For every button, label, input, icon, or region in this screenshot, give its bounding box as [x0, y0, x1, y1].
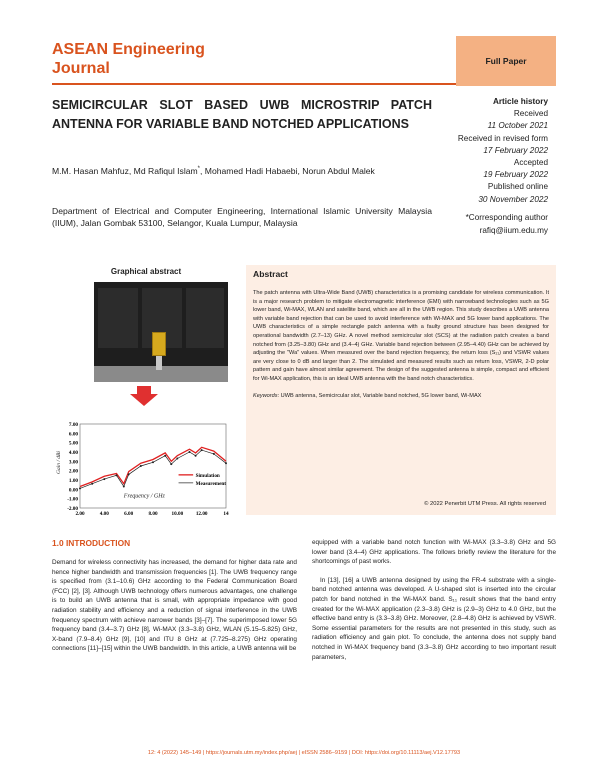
chart-point — [123, 486, 125, 488]
chart-point — [79, 487, 81, 489]
paper-type-badge — [456, 36, 556, 86]
chart-point — [170, 463, 172, 465]
intro-paragraph: In [13], [16] a UWB antenna designed by using the FR-4 substrate with a single-band notched antenna was developed. A U-shaped slot is inserted into the circular patch for band notched in the Wi-MAX band. S₁₁ result shows that the band entry created for the Wi-MAX application (2.3–3.8) GHz is (2.9–3) GHz to 4.0 GHz, but the effective band entry is (3.3–3.8) GHz. Moreover, (2.8–4.8) GHz is achieved by VSWR. Some essential parameters for the results are not presented in this study, such as radiation efficiency and gain plot. To conclude, the antenna does not supply band notched in Wi-MAX frequency band (3.3–3.8) GHz according to two important result parameters, — [312, 576, 556, 661]
paper-type-label: Full Paper — [485, 56, 527, 66]
chart-y-tick-label: -1.00 — [67, 496, 78, 503]
abstract-heading: Abstract — [253, 269, 288, 279]
antenna-photo — [94, 282, 228, 382]
chart-point — [189, 451, 191, 453]
chart-x-tick-label: 4.00 — [99, 511, 109, 517]
page-footer: 12: 4 (2022) 145–149 | https://journals.utm.my/index.php/aej | eISSN 2586–9159 | DOI: https://doi.org/10.11113/aej.V12.17793 — [147, 750, 461, 756]
chart-x-tick-label: 2.00 — [75, 511, 85, 517]
chart-y-tick-label: 2.00 — [68, 468, 78, 475]
absorber-panel — [98, 288, 138, 348]
chart-point — [213, 453, 215, 455]
accepted-label: Accepted — [513, 158, 548, 168]
intro-column-2 — [312, 538, 556, 671]
journal-name-line1: ASEAN Engineering — [52, 41, 205, 58]
article-history — [440, 96, 548, 206]
copyright: © 2022 Penerbit UTM Press. All rights reserved — [246, 493, 556, 515]
chart-y-tick-label: 1.00 — [68, 478, 78, 484]
abstract-box — [246, 265, 556, 515]
keywords-label: Keywords — [253, 392, 278, 399]
chart-point — [91, 483, 93, 485]
section-heading: 1.0 INTRODUCTION — [52, 538, 131, 548]
chart-x-tick-labels — [75, 511, 229, 517]
journal-name — [52, 40, 352, 78]
chart-y-tick-label: 4.00 — [68, 450, 78, 456]
received-label: Received — [513, 109, 548, 119]
antenna-board — [152, 332, 166, 356]
gain-chart — [54, 420, 230, 528]
intro-paragraph: Demand for wireless connectivity has increased, the demand for higher data rate and hence higher bandwidth and transmission frequencies [1]. The UWB frequency range is specified from (3.1–10.6) GHz according to the Federal Communication Board (FCC) [2], [3]. Although UWB technology offers numerous advantages, one challenge is to build an UWB antenna that is small, with appropriate impedance with good radiation stability and efficiency and a reduction of signal interference in the UWB frequency spectrum with achieve narrower bands [3]–[7]. The superimposed lower 5G frequency band (3.4–3.7) GHz [8], Wi-MAX (3.3–3.8) GHz, WLAN (5.15–5.825) GHz, X-band (7.9–8.4) GHz [9], [10] and ITU 8 GHz at (7.725–8.275) GHz operating connections [11]–[15] within the UWB bandwidth. In this article, a UWB antenna will be — [52, 559, 297, 653]
chart-legend-label: Simulation — [195, 472, 220, 479]
corresponding-email[interactable]: rafiq@iium.edu.my — [479, 225, 548, 235]
chart-point — [201, 449, 203, 451]
chart-y-tick-label: 0.00 — [68, 487, 78, 494]
intro-paragraph: equipped with a variable band notch function with Wi-MAX (3.3–3.8) GHz and 5G lower band (3.4–4) GHz applications. The follows briefly review the literature for the shortcomings of past works. — [312, 539, 556, 566]
published-label: Published online — [487, 182, 548, 192]
published-date: 30 November 2022 — [478, 194, 548, 204]
revised-date: 17 February 2022 — [483, 145, 548, 155]
chart-x-tick-label: 12.00 — [195, 511, 208, 517]
chart-point — [128, 473, 130, 475]
keywords-list: : UWB antenna, Semicircular slot, Variable band notched, 5G lower band, Wi-MAX — [277, 392, 482, 399]
revised-label: Received in revised form — [457, 133, 548, 143]
journal-name-line2: Journal — [52, 60, 110, 77]
chart-point — [103, 478, 105, 480]
chart-y-tick-label: 5.00 — [68, 440, 78, 447]
paper-title: SEMICIRCULAR SLOT BASED UWB MICROSTRIP PATCH ANTENNA FOR VARIABLE BAND NOTCHED APPLICATIONS — [52, 98, 432, 131]
graphical-abstract-title: Graphical abstract — [110, 267, 182, 276]
chart-y-tick-label: 6.00 — [68, 431, 78, 438]
authors-part2: , Mohamed Hadi Habaebi, Norun Abdul Malek — [200, 165, 375, 176]
received-date: 11 October 2021 — [487, 121, 548, 131]
chart-y-tick-labels — [67, 422, 78, 512]
author-list — [52, 163, 432, 177]
chart-point — [152, 461, 154, 463]
corresponding-label: *Corresponding author — [465, 213, 548, 222]
chart-point — [164, 455, 166, 457]
corresponding-mark: * — [197, 166, 201, 172]
chart-point — [116, 474, 118, 476]
corresponding-author — [420, 212, 548, 237]
chart-point — [176, 458, 178, 460]
keywords — [253, 392, 549, 401]
chart-y-tick-label: 7.00 — [68, 422, 78, 428]
accepted-date: 19 February 2022 — [483, 170, 548, 180]
chart-x-tick-label: 10.00 — [171, 511, 184, 517]
intro-column-1 — [52, 558, 297, 654]
chart-y-axis-label: Gain / dBi — [56, 451, 62, 474]
chart-point — [195, 455, 197, 457]
chart-x-tick-label: 6.00 — [124, 511, 134, 517]
authors-part1: M.M. Hasan Mahfuz, Md Rafiqul Islam — [52, 165, 198, 176]
abstract-text: The patch antenna with Ultra-Wide Band (UWB) characteristics is a promising candidate for wireless communication. It is a major research problem to mitigate electromagnetic interference (EMI) with narrowband technologies such as 5G lower band, Wi-MAX, WLAN and satellite band, which are all in the UWB region. This study describes a UWB antenna with variable band rejection that can be used to avoid interference with Wi-MAX and 5G lower band applications. The UWB characteristics of a simple rectangle patch antenna with a faulty ground structure has been designed for operational bandwidth (2.7–13) GHz. A novel method semicircular slot (SCS) at the radiation patch creates a band notched from (3.25–3.80) GHz and (3.4–4) GHz. Variable band rejection between (2.95–4.40) GHz can be achieved by adjusting the "Wa" values. When measured over the band rejection frequency, the return loss (S₁₁) and VSWR values are very close to 0 dB and larger than 2. The simulated and measured results such as return loss, VSWR, 2-D polar pattern and gain have almost similar agreement. The design of the suggested antenna is simple, compact and efficient for Wi-MAX application, this is an ideal UWB antenna with the band notch characteristics. — [253, 290, 549, 382]
header-rule — [52, 83, 456, 85]
chart-point — [225, 462, 227, 464]
affiliation: Department of Electrical and Computer Engineering, International Islamic University Malaysia (IIUM), Jalan Gombak 53100, Selangor, Kuala Lumpur, Malaysia — [52, 206, 432, 228]
chart-point — [140, 465, 142, 467]
absorber-panel — [186, 288, 224, 348]
chart-legend-label: Measurement — [195, 480, 227, 487]
chart-x-tick-label: 8.00 — [148, 511, 158, 517]
chart-x-tick-label: 14 — [223, 511, 229, 517]
antenna-stand — [156, 356, 162, 370]
chart-x-axis-label: Frequency / GHz — [123, 493, 165, 500]
chart-y-tick-label: 3.00 — [68, 459, 78, 466]
chart-y-tick-label: -2.00 — [67, 506, 78, 512]
history-title: Article history — [492, 97, 548, 106]
